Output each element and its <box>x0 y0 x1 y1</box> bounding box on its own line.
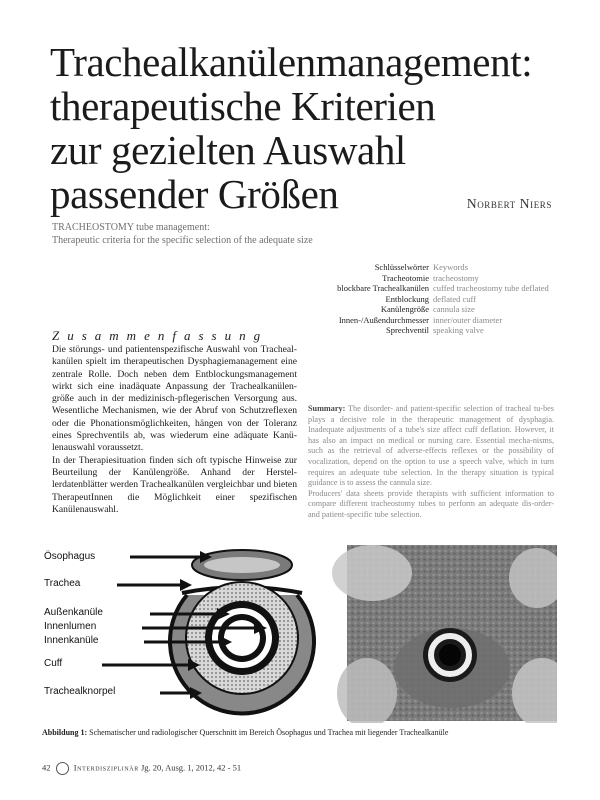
label-innenkanuele: Innenkanüle <box>44 635 99 646</box>
keyword-de: Tracheotomie <box>382 272 429 283</box>
cross-section-schematic <box>42 543 557 723</box>
title-line: zur gezielten Auswahl <box>50 127 406 173</box>
figure-caption <box>42 728 562 738</box>
figure-1 <box>42 543 557 723</box>
keyword-en: cuffed tracheostomy tube deflated <box>433 283 549 293</box>
page-number: 42 <box>42 762 51 773</box>
label-cuff: Cuff <box>44 658 63 669</box>
zusammenfassung-paragraph: Die störungs- und patientenspezifische Auswahl von Tracheal-kanülen spielt im therapeutischen Dysphagiemanagement eine zentrale Rolle. Doch neben dem Entblockungsmanagement wirkt sich eine inadäquate Anpassung der Trachealkanülen-größe auch in der medizinisch-pflegerischen Versorgung aus. Wesentliche Mechanismen, wie der Abruf von Schutzreflexen oder die Phonationsmöglichkeiten, hängen von der Toleranz eines Sprechventils ab, was wiederum eine adäquate Kanü-lenauswahl voraussetzt. <box>52 344 297 454</box>
caption-label: Abbildung 1: <box>42 728 88 737</box>
title-line: passender Größen <box>50 171 339 217</box>
keyword-de: Entblockung <box>385 293 429 304</box>
zusammenfassung-body <box>52 344 297 516</box>
label-innenlumen: Innenlumen <box>44 621 97 632</box>
zusammenfassung-heading: Zusammenfassung <box>52 328 269 343</box>
ct-scan-image <box>332 545 557 723</box>
ct-tissue <box>332 545 412 601</box>
keyword-en: deflated cuff <box>433 293 477 304</box>
keywords-german <box>337 262 429 336</box>
label-trachea: Trachea <box>44 578 81 589</box>
label-trachealknorpel: Trachealknorpel <box>44 686 116 697</box>
summary-paragraph <box>308 404 554 489</box>
title-line: Trachealkanülenmanagement: <box>50 39 533 85</box>
keywords-english <box>433 262 549 336</box>
keyword-en: Keywords <box>433 262 468 272</box>
keyword-de: Innen-/Außendurchmesser <box>338 314 429 325</box>
keyword-de: Schlüsselwörter <box>374 262 429 272</box>
label-oesophagus: Ösophagus <box>44 551 96 562</box>
summary-text: The disorder- and patient-specific selection of tracheal tu-bes plays a decisive role in the therapeutic management of dysphagia. Inadequate adjustments of a tube's size affect cuff deflation. However, it has also an impact on medical or nursing care. Essential mecha-nisms, such as the retrieval of adverse-effects reflexes or the possibility of vocalization, depend on the option to use a speech valve, which in turn requires an adequate tube selection. In the therapy situation is typical guidance is to assess the cannula size. <box>308 404 554 488</box>
ct-cannula-lumen <box>439 644 461 666</box>
keyword-de: Kanülengröße <box>380 304 429 314</box>
keyword-en: cannula size <box>433 304 475 314</box>
article-title <box>50 40 570 216</box>
english-subtitle <box>52 222 492 247</box>
subtitle-line-1: TRACHEOSTOMY tube management: <box>52 222 210 233</box>
zusammenfassung-paragraph: In der Therapiesituation finden sich oft typische Hinweise zur Beurteilung der Kanülengröße. Anhand der Herstel-lerdatenblätter werden Trachealkanülen vergleichbar und bieten TherapeutInnen die Möglichkeit einer spezifischen Kanülenauswahl. <box>52 454 297 515</box>
keyword-en: speaking valve <box>433 325 484 335</box>
caption-text: Schematischer und radiologischer Querschnitt im Bereich Ösophagus und Trachea mit liegender Trachealkanüle <box>89 728 449 737</box>
arrowhead-icon <box>180 579 192 591</box>
keyword-en: inner/outer diameter <box>433 314 503 325</box>
keyword-de: Sprechventil <box>386 325 429 335</box>
label-aussenkanuele: Außenkanüle <box>44 607 103 618</box>
summary-paragraph: Producers' data sheets provide therapists with sufficient information to compare different tracheostomy tubes to perform an adequate dis-order- and patient-specific tube selection. <box>308 488 554 519</box>
subtitle-line-2: Therapeutic criteria for the specific selection of the adequate size <box>52 234 313 246</box>
keyword-de: blockbare Trachealkanülen <box>337 283 429 293</box>
citation: Jg. 20, Ausg. 1, 2012, 42 - 51 <box>140 762 242 773</box>
summary-label: Summary: <box>308 404 346 413</box>
keyword-en: tracheostomy <box>433 272 479 283</box>
page-footer <box>42 762 562 775</box>
journal-logo-icon <box>56 762 69 775</box>
journal-name: Interdisziplinär <box>73 762 139 773</box>
title-line: therapeutische Kriterien <box>50 83 436 129</box>
esophagus-lumen <box>204 557 280 573</box>
author-name: Norbert Niers <box>466 196 552 211</box>
summary-block <box>308 404 554 521</box>
